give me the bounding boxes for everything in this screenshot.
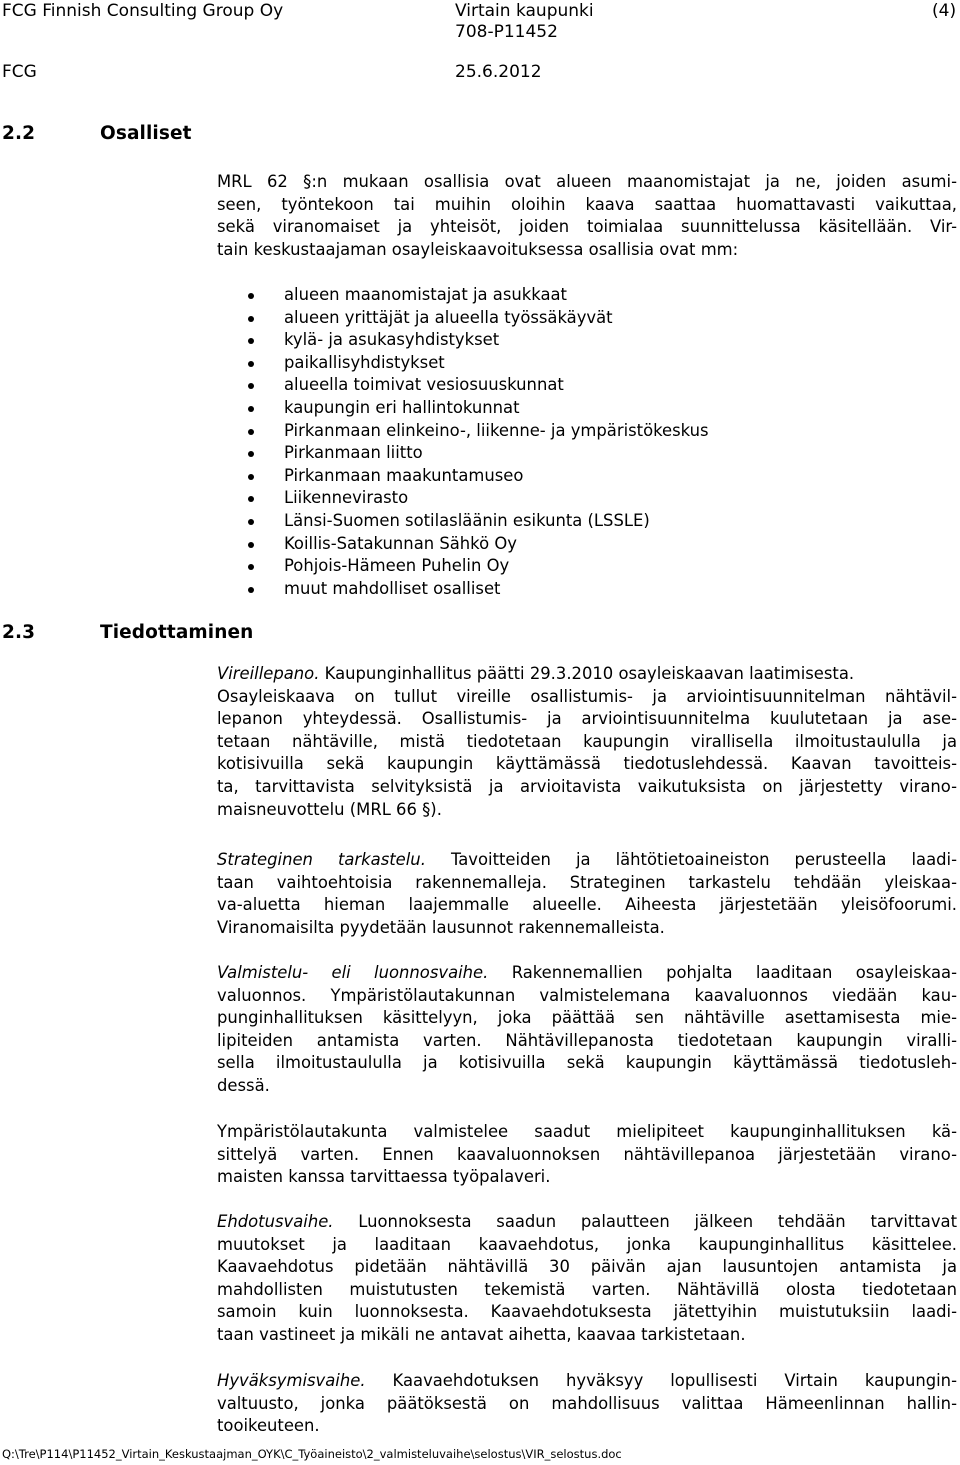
section-2-2-title: Osalliset [100, 123, 192, 144]
bullet-icon [248, 293, 254, 299]
paragraph-lead: Ehdotusvaihe. [217, 1212, 334, 1231]
section-2-3-number: 2.3 [2, 622, 36, 643]
bullet-icon [248, 587, 254, 593]
list-item: kaupungin eri hallintokunnat [246, 397, 709, 420]
paragraph-line: maisneuvottelu (MRL 66 §). [217, 799, 442, 819]
header-client: Virtain kaupunki [455, 1, 594, 21]
paragraph-lead: Strateginen tarkastelu. [217, 850, 426, 869]
list-item: Pirkanmaan liitto [246, 442, 709, 465]
paragraph-line: taan vaihtoehtoisia rakennemalleja. Strateginen tarkastelu tehdään yleiskaa- [217, 872, 957, 892]
section-2-3-title: Tiedottaminen [100, 622, 254, 643]
paragraph-line: maisten kanssa tarvittaessa työpalaveri. [217, 1167, 551, 1187]
paragraph-strateginen [217, 849, 957, 939]
paragraph-line: valtuusto, jonka päätöksestä on mahdollisuus valittaa Hämeenlinnan hallin- [217, 1393, 957, 1413]
paragraph-line: taan vastineet ja mikäli ne antavat aihetta, kaavaa tarkistetaan. [217, 1324, 746, 1344]
bullet-icon [248, 496, 254, 502]
bullet-icon [248, 383, 254, 389]
paragraph-line: Kaavaehdotus pidetään nähtävillä 30 päivän ajan lausuntojen antamista ja [217, 1257, 957, 1277]
paragraph-line: Ympäristölautakunta valmistelee saadut mielipiteet kaupunginhallituksen kä- [217, 1122, 957, 1141]
paragraph-valmistelu [217, 962, 957, 1098]
paragraph-line: ta, tarvittavista selvityksistä ja arvioitavista vaikutuksista on järjestetty virano- [217, 776, 957, 796]
section-2-2-intro [217, 171, 957, 261]
footer-file-path: Q:\Tre\P114\P11452_Virtain_Keskustaajman_OYK\C_Työaineisto\2_valmisteluvaihe\selostus\VIR_selostus.doc [2, 1447, 622, 1461]
list-item: alueella toimivat vesiosuuskunnat [246, 374, 709, 397]
bullet-icon [248, 542, 254, 548]
paragraph-line: muutokset ja laaditaan kaavaehdotus, jonka kaupunginhallitus käsittelee. [217, 1234, 957, 1254]
intro-line: sekä viranomaiset ja yhteisöt, joiden toimialaa suunnittelussa käsitellään. Vir- [217, 217, 957, 237]
intro-line: tain keskustaajaman osayleiskaavoituksessa osallisia ovat mm: [217, 239, 739, 259]
paragraph-line: kotisivuilla sekä kaupungin käyttämässä tiedotuslehdessä. Kaavan tavoitteis- [217, 754, 957, 774]
paragraph-line: sella ilmoitustaululla ja kotisivuilla sekä kaupungin käyttämässä tiedotusleh- [217, 1053, 957, 1073]
list-item: Liikennevirasto [246, 487, 709, 510]
paragraph-lead: Valmistelu- eli luonnosvaihe. [217, 963, 489, 982]
paragraph-line: lipiteiden antamista varten. Nähtävillepanosta tiedotetaan kaupungin viralli- [217, 1030, 957, 1050]
paragraph-ymparistolautakunta [217, 1121, 957, 1189]
paragraph-lead: Vireillepano. [217, 664, 320, 683]
list-item: alueen maanomistajat ja asukkaat [246, 284, 709, 307]
paragraph-hyvaksymisvaihe [217, 1370, 957, 1438]
stakeholder-list [246, 284, 709, 600]
header-project-id: 708-P11452 [455, 22, 558, 42]
intro-line: MRL 62 §:n mukaan osallisia ovat alueen maanomistajat ja ne, joiden asumi- [217, 172, 957, 191]
paragraph-line: va-aluetta hieman laajemmalle alueelle. Aiheesta järjestetään yleisöfoorumi. [217, 895, 957, 915]
paragraph-line: Hyväksymisvaihe. Kaavaehdotuksen hyväksyy lopullisesti Virtain kaupungin- [217, 1371, 957, 1390]
bullet-icon [248, 406, 254, 412]
paragraph-line: tetaan nähtäville, mistä tiedotetaan kaupungin virallisella ilmoitustaululla ja [217, 731, 957, 751]
paragraph-line: valuonnos. Ympäristölautakunnan valmistelemana kaavaluonnos viedään kau- [217, 985, 957, 1005]
bullet-icon [248, 451, 254, 457]
header-page-number: (4) [932, 1, 957, 21]
bullet-icon [248, 316, 254, 322]
header-date: 25.6.2012 [455, 62, 542, 82]
list-item: Länsi-Suomen sotilasläänin esikunta (LSSLE) [246, 510, 709, 533]
list-item: Pirkanmaan maakuntamuseo [246, 465, 709, 488]
paragraph-line: Osayleiskaava on tullut vireille osallistumis- ja arviointisuunnitelman nähtävil- [217, 686, 957, 706]
list-item: kylä- ja asukasyhdistykset [246, 329, 709, 352]
bullet-icon [248, 429, 254, 435]
paragraph-ehdotusvaihe [217, 1211, 957, 1347]
header-short-name: FCG [2, 62, 37, 82]
paragraph-line: samoin kuin luonnoksesta. Kaavaehdotuksesta jätettyihin muistutuksiin laadi- [217, 1302, 957, 1322]
paragraph-line: lepanon yhteydessä. Osallistumis- ja arviointisuunnitelma kuulutetaan ja ase- [217, 709, 957, 729]
paragraph-line: mahdollisten muistutusten tekemistä varten. Nähtävillä olosta tiedotetaan [217, 1279, 957, 1299]
list-item: Pirkanmaan elinkeino-, liikenne- ja ympäristökeskus [246, 420, 709, 443]
bullet-icon [248, 338, 254, 344]
paragraph-lead: Hyväksymisvaihe. [217, 1371, 366, 1390]
paragraph-line: Strateginen tarkastelu. Tavoitteiden ja lähtötietoaineiston perusteella laadi- [217, 850, 957, 869]
paragraph-line: tooikeuteen. [217, 1416, 320, 1436]
paragraph-line: dessä. [217, 1075, 270, 1095]
paragraph-line: Valmistelu- eli luonnosvaihe. Rakennemallien pohjalta laaditaan osayleiskaa- [217, 963, 957, 982]
paragraph-line: Ehdotusvaihe. Luonnoksesta saadun palautteen jälkeen tehdään tarvittavat [217, 1212, 957, 1231]
bullet-icon [248, 564, 254, 570]
header-company: FCG Finnish Consulting Group Oy [2, 1, 284, 21]
bullet-icon [248, 519, 254, 525]
list-item: Pohjois-Hämeen Puhelin Oy [246, 555, 709, 578]
paragraph-line: punginhallituksen käsittelyyn, joka päättää sen nähtäville asettamisesta mie- [217, 1008, 957, 1028]
list-item: alueen yrittäjät ja alueella työssäkäyvät [246, 307, 709, 330]
list-item: paikallisyhdistykset [246, 352, 709, 375]
paragraph-vireillepano [217, 663, 957, 821]
bullet-icon [248, 361, 254, 367]
bullet-icon [248, 474, 254, 480]
paragraph-line: Vireillepano. Kaupunginhallitus päätti 29.3.2010 osayleiskaavan laatimisesta. [217, 664, 855, 683]
intro-line: seen, työntekoon tai muihin oloihin kaava saattaa huomattavasti vaikuttaa, [217, 194, 957, 214]
paragraph-line: sittelyä varten. Ennen kaavaluonnoksen nähtävillepanoa järjestetään virano- [217, 1144, 957, 1164]
list-item: Koillis-Satakunnan Sähkö Oy [246, 533, 709, 556]
paragraph-line: Viranomaisilta pyydetään lausunnot rakennemalleista. [217, 917, 665, 937]
section-2-2-number: 2.2 [2, 123, 36, 144]
list-item: muut mahdolliset osalliset [246, 578, 709, 601]
